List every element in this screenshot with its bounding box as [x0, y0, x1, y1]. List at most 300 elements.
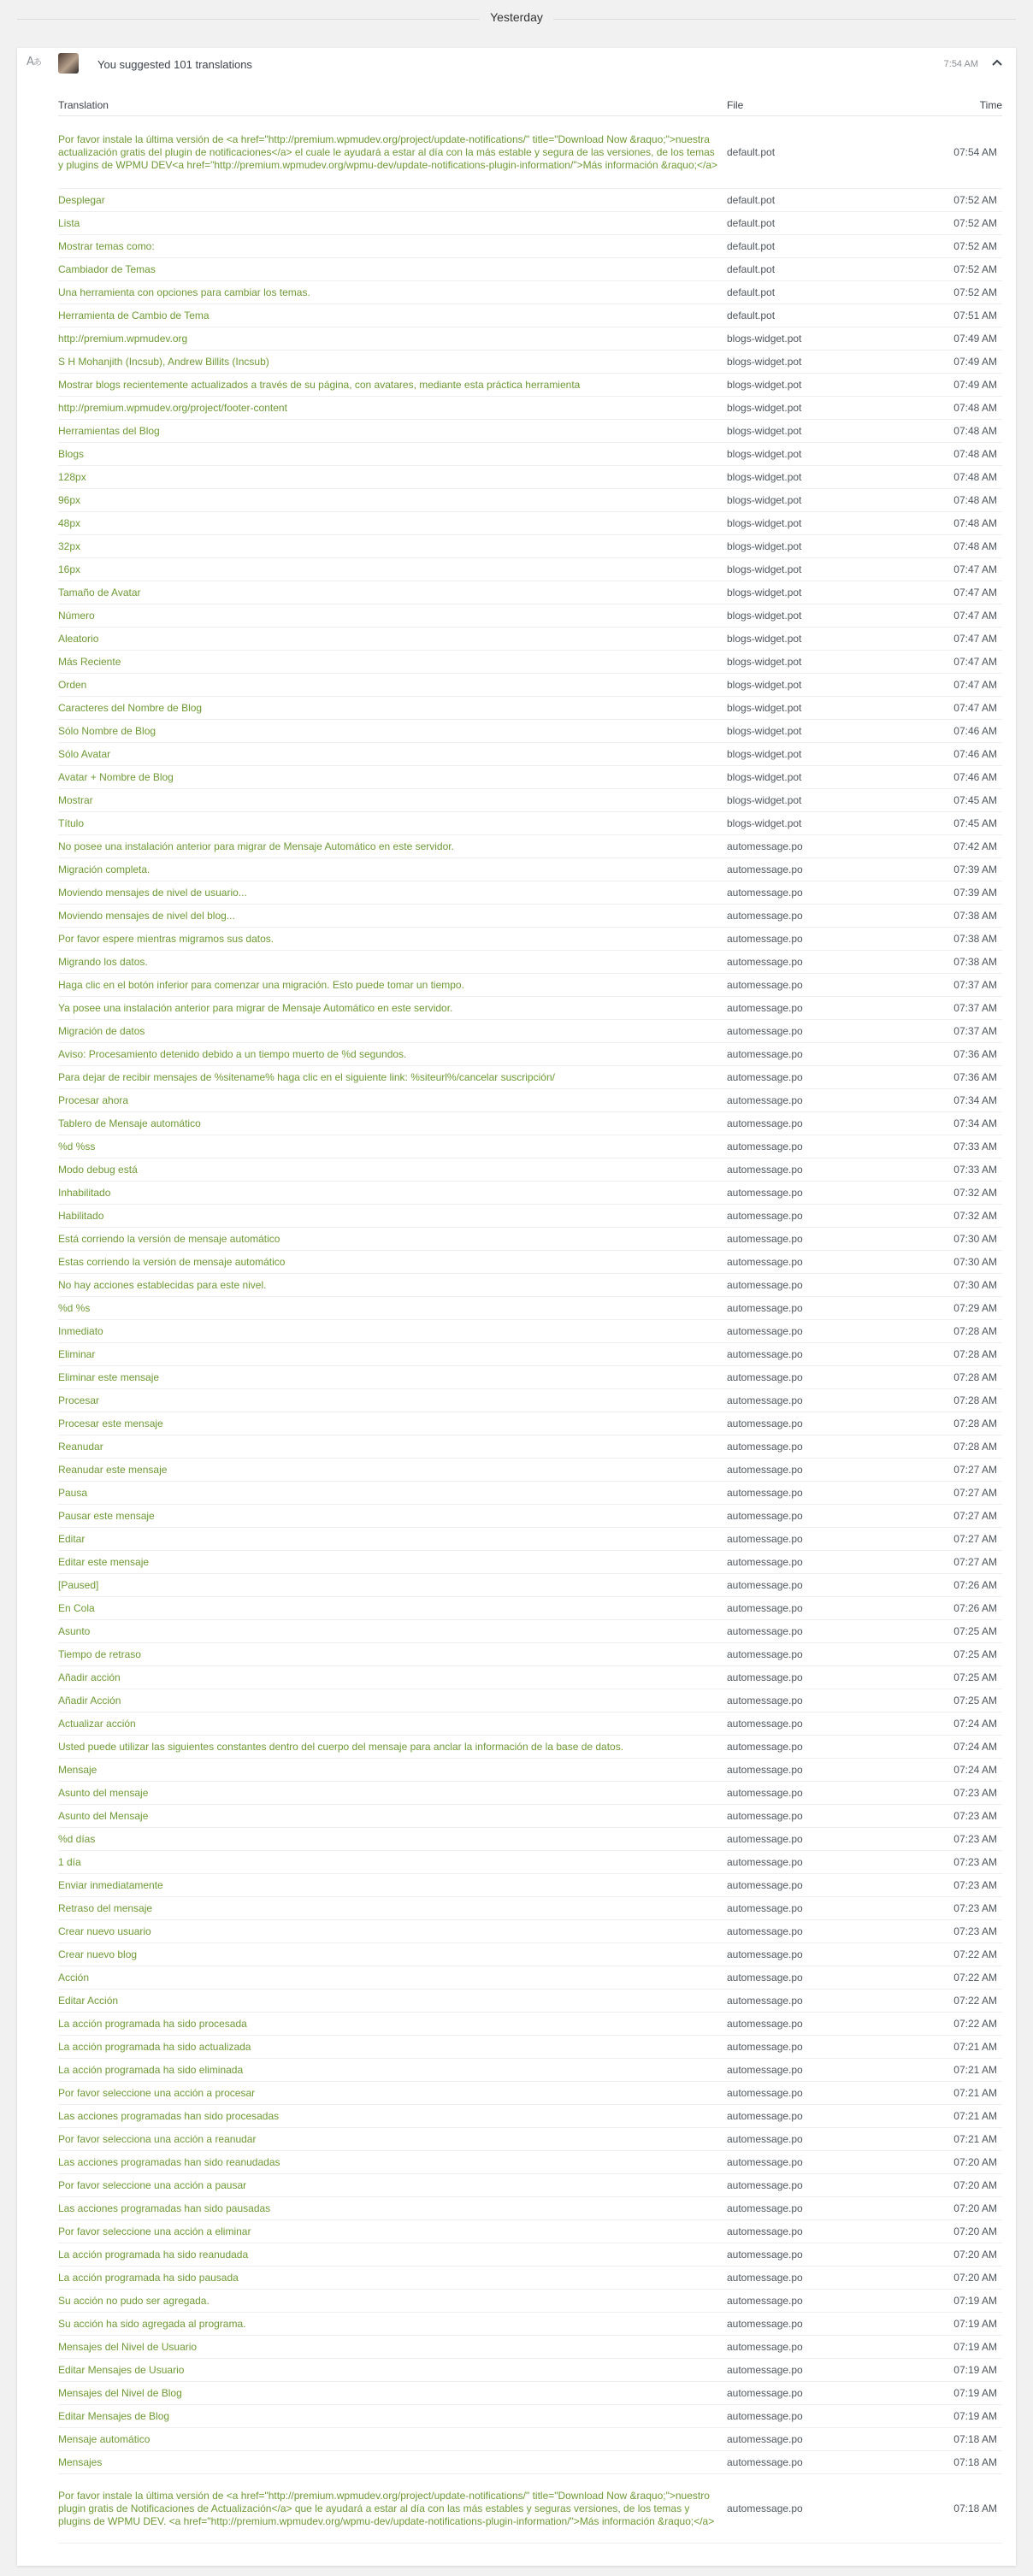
time-cell: 07:42 AM [906, 835, 1002, 858]
translation-link[interactable]: Por favor instale la última versión de <a href="http://premium.wpmudev.org/project/update-notifications/" title="Download Now &raquo;">nuestro plugin gratis de Notificaciones de Actualización</a> que le ayudará a estar al día con las más estables y seguras versiones, de los temas y plugins de WPMU DEV. <a href="http://premium.wpmudev.org/wpmu-dev/update-notifications-plugin-information/">Más información &raquo;</a> [58, 2489, 715, 2527]
file-cell: automessage.po [727, 1943, 906, 1966]
translation-link[interactable]: Mostrar [58, 793, 93, 806]
time-cell: 07:39 AM [906, 858, 1002, 881]
time-cell: 07:27 AM [906, 1459, 1002, 1482]
translation-link[interactable]: Haga clic en el botón inferior para comenzar una migración. Esto puede tomar un tiempo. [58, 978, 464, 991]
table-row [58, 1643, 1002, 1666]
translation-link[interactable]: Las acciones programadas han sido reanudadas [58, 2155, 280, 2168]
table-row [58, 2059, 1002, 2082]
table-row [58, 743, 1002, 766]
translation-link[interactable]: No hay acciones establecidas para este nivel. [58, 1278, 267, 1291]
table-row [58, 1666, 1002, 1689]
table-row [58, 697, 1002, 720]
translation-link[interactable]: Procesar [58, 1394, 100, 1406]
time-cell: 07:38 AM [906, 928, 1002, 951]
translation-link[interactable]: Mensaje [58, 1763, 97, 1776]
file-cell: automessage.po [727, 2451, 906, 2474]
translation-link[interactable]: Ya posee una instalación anterior para migrar de Mensaje Automático en este servidor. [58, 1001, 453, 1014]
translation-link[interactable]: http://premium.wpmudev.org [58, 332, 188, 345]
file-cell: automessage.po [727, 1320, 906, 1343]
file-cell: automessage.po [727, 1597, 906, 1620]
table-row [58, 2405, 1002, 2428]
time-cell: 07:28 AM [906, 1435, 1002, 1459]
translation-link[interactable]: Mensajes [58, 2455, 103, 2468]
translation-link[interactable]: Por favor seleccione una acción a procesar [58, 2086, 256, 2099]
table-row [58, 1482, 1002, 1505]
translation-link[interactable]: Inhabilitado [58, 1186, 111, 1199]
time-cell: 07:20 AM [906, 2267, 1002, 2290]
translation-link[interactable]: Moviendo mensajes de nivel de usuario... [58, 886, 247, 899]
column-header-translation: Translation [58, 95, 727, 116]
table-row [58, 674, 1002, 697]
table-row [58, 258, 1002, 281]
time-cell: 07:36 AM [906, 1043, 1002, 1066]
translation-link[interactable]: Blogs [58, 447, 85, 460]
time-cell: 07:32 AM [906, 1205, 1002, 1228]
time-cell: 07:39 AM [906, 881, 1002, 905]
table-row [58, 512, 1002, 535]
time-cell: 07:37 AM [906, 1020, 1002, 1043]
time-cell: 07:32 AM [906, 1182, 1002, 1205]
translation-link[interactable]: Añadir acción [58, 1671, 121, 1683]
activity-header[interactable] [17, 48, 1016, 77]
translation-link[interactable]: Título [58, 816, 85, 829]
file-cell: automessage.po [727, 1459, 906, 1482]
translation-link[interactable]: Asunto [58, 1624, 91, 1637]
translation-link[interactable]: Aleatorio [58, 632, 99, 645]
table-row [58, 1251, 1002, 1274]
file-cell: blogs-widget.pot [727, 651, 906, 674]
translation-link[interactable]: 16px [58, 563, 81, 575]
translations-table [58, 95, 1002, 2544]
translation-link[interactable]: %d %ss [58, 1140, 96, 1152]
time-cell: 07:19 AM [906, 2313, 1002, 2336]
table-row [58, 1712, 1002, 1736]
translation-link[interactable]: Una herramienta con opciones para cambiar los temas. [58, 286, 310, 298]
translation-link[interactable]: Las acciones programadas han sido procesadas [58, 2109, 280, 2122]
time-cell: 07:37 AM [906, 997, 1002, 1020]
file-cell: automessage.po [727, 928, 906, 951]
translation-link[interactable]: Mensaje automático [58, 2432, 151, 2445]
translate-icon: Aあ [27, 56, 41, 68]
table-row [58, 1782, 1002, 1805]
time-cell: 07:27 AM [906, 1551, 1002, 1574]
translation-link[interactable]: Crear nuevo blog [58, 1948, 138, 1960]
translation-link[interactable]: Editar Mensajes de Usuario [58, 2363, 185, 2376]
day-label: Yesterday [480, 10, 553, 24]
translation-link[interactable]: Mostrar blogs recientemente actualizados a través de su página, con avatares, mediante esta práctica herramienta [58, 378, 581, 391]
table-row [58, 1274, 1002, 1297]
translation-link[interactable]: Añadir Acción [58, 1694, 121, 1707]
time-cell: 07:18 AM [906, 2428, 1002, 2451]
time-cell: 07:19 AM [906, 2290, 1002, 2313]
time-cell: 07:23 AM [906, 1920, 1002, 1943]
translation-link[interactable]: Estas corriendo la versión de mensaje automático [58, 1255, 286, 1268]
time-cell: 07:20 AM [906, 2243, 1002, 2267]
translation-link[interactable]: 1 día [58, 1855, 81, 1868]
translation-link[interactable]: Asunto del mensaje [58, 1786, 149, 1799]
translation-link[interactable]: Migrando los datos. [58, 955, 148, 968]
file-cell: automessage.po [727, 1066, 906, 1089]
file-cell: automessage.po [727, 1251, 906, 1274]
time-cell: 07:34 AM [906, 1089, 1002, 1112]
table-row [58, 1205, 1002, 1228]
file-cell: automessage.po [727, 2290, 906, 2313]
file-cell: automessage.po [727, 951, 906, 974]
translation-link[interactable]: Por favor instale la última versión de <a href="http://premium.wpmudev.org/project/update-notifications/" title="Download Now &raquo;">nuestra actualización gratis del plugin de notificaciones</a> el cuale le ayudará a estar al día con la más estable y segura de las versiones, de los temas y plugins de WPMU DEV<a href="http://premium.wpmudev.org/wpmu-dev/update-notifications-plugin-information/">Más información &raquo;</a> [58, 133, 717, 171]
activity-time: 7:54 AM [943, 59, 978, 69]
translation-link[interactable]: Lista [58, 216, 80, 229]
translation-link[interactable]: Número [58, 609, 95, 622]
table-row [58, 466, 1002, 489]
file-cell: automessage.po [727, 1874, 906, 1897]
time-cell: 07:19 AM [906, 2336, 1002, 2359]
translation-link[interactable]: Su acción ha sido agregada al programa. [58, 2317, 246, 2330]
file-cell: automessage.po [727, 1389, 906, 1412]
time-cell: 07:36 AM [906, 1066, 1002, 1089]
translation-link[interactable]: 32px [58, 539, 81, 552]
time-cell: 07:48 AM [906, 535, 1002, 558]
file-cell: automessage.po [727, 1482, 906, 1505]
file-cell: automessage.po [727, 835, 906, 858]
file-cell: automessage.po [727, 1851, 906, 1874]
translation-link[interactable]: Habilitado [58, 1209, 104, 1222]
table-row [58, 1620, 1002, 1643]
time-cell: 07:49 AM [906, 374, 1002, 397]
file-cell: automessage.po [727, 1297, 906, 1320]
file-cell: default.pot [727, 212, 906, 235]
file-cell: automessage.po [727, 2359, 906, 2382]
table-row [58, 2243, 1002, 2267]
translation-link[interactable]: La acción programada ha sido reanudada [58, 2248, 249, 2261]
file-cell: blogs-widget.pot [727, 581, 906, 604]
translation-link[interactable]: Reanudar este mensaje [58, 1463, 168, 1476]
file-cell: blogs-widget.pot [727, 489, 906, 512]
time-cell: 07:20 AM [906, 2174, 1002, 2197]
time-cell: 07:21 AM [906, 2128, 1002, 2151]
file-cell: blogs-widget.pot [727, 628, 906, 651]
file-cell: automessage.po [727, 2059, 906, 2082]
file-cell: automessage.po [727, 1528, 906, 1551]
time-cell: 07:28 AM [906, 1343, 1002, 1366]
translation-link[interactable]: No posee una instalación anterior para migrar de Mensaje Automático en este servidor. [58, 840, 454, 852]
time-cell: 07:26 AM [906, 1574, 1002, 1597]
translation-link[interactable]: Editar Mensajes de Blog [58, 2409, 170, 2422]
file-cell: blogs-widget.pot [727, 558, 906, 581]
table-row [58, 1112, 1002, 1135]
table-row [58, 1459, 1002, 1482]
time-cell: 07:20 AM [906, 2197, 1002, 2220]
translation-link[interactable]: Cambiador de Temas [58, 262, 156, 275]
translation-link[interactable]: Migración completa. [58, 863, 151, 875]
table-row [58, 581, 1002, 604]
time-cell: 07:52 AM [906, 212, 1002, 235]
table-row [58, 2267, 1002, 2290]
translation-link[interactable]: Mensajes del Nivel de Blog [58, 2386, 182, 2399]
translation-link[interactable]: http://premium.wpmudev.org/project/footer-content [58, 401, 287, 414]
file-cell: automessage.po [727, 881, 906, 905]
table-row [58, 443, 1002, 466]
column-header-time: Time [906, 95, 1002, 116]
time-cell: 07:25 AM [906, 1689, 1002, 1712]
translation-link[interactable]: Por favor seleccione una acción a pausar [58, 2178, 247, 2191]
file-cell: blogs-widget.pot [727, 512, 906, 535]
file-cell: automessage.po [727, 1620, 906, 1643]
translation-link[interactable]: Inmediato [58, 1324, 103, 1337]
table-row [58, 2382, 1002, 2405]
translation-link[interactable]: Tablero de Mensaje automático [58, 1117, 201, 1129]
file-cell: blogs-widget.pot [727, 351, 906, 374]
translation-link[interactable]: Procesar ahora [58, 1093, 129, 1106]
table-row [58, 881, 1002, 905]
time-cell: 07:38 AM [906, 905, 1002, 928]
table-row [58, 1851, 1002, 1874]
time-cell: 07:47 AM [906, 558, 1002, 581]
table-row [58, 1966, 1002, 1989]
file-cell: automessage.po [727, 1228, 906, 1251]
file-cell: default.pot [727, 189, 906, 212]
table-row [58, 766, 1002, 789]
time-cell: 07:22 AM [906, 1966, 1002, 1989]
table-row [58, 1066, 1002, 1089]
translation-link[interactable]: Reanudar [58, 1440, 103, 1453]
file-cell: automessage.po [727, 905, 906, 928]
translation-link[interactable]: Eliminar [58, 1347, 96, 1360]
time-cell: 07:18 AM [906, 2451, 1002, 2474]
file-cell: blogs-widget.pot [727, 812, 906, 835]
file-cell: blogs-widget.pot [727, 604, 906, 628]
time-cell: 07:49 AM [906, 327, 1002, 351]
table-row [58, 905, 1002, 928]
file-cell: automessage.po [727, 2405, 906, 2428]
file-cell: automessage.po [727, 2474, 906, 2544]
translation-link[interactable]: Sólo Avatar [58, 747, 111, 760]
translation-link[interactable]: 96px [58, 493, 81, 506]
time-cell: 07:28 AM [906, 1366, 1002, 1389]
time-cell: 07:47 AM [906, 697, 1002, 720]
file-cell: blogs-widget.pot [727, 674, 906, 697]
translation-link[interactable]: Editar este mensaje [58, 1555, 150, 1568]
table-row [58, 1528, 1002, 1551]
chevron-up-icon[interactable] [989, 55, 1006, 72]
table-row [58, 374, 1002, 397]
file-cell: automessage.po [727, 1158, 906, 1182]
time-cell: 07:49 AM [906, 351, 1002, 374]
file-cell: automessage.po [727, 2105, 906, 2128]
time-cell: 07:19 AM [906, 2405, 1002, 2428]
file-cell: automessage.po [727, 2243, 906, 2267]
translation-link[interactable]: Mensajes del Nivel de Usuario [58, 2340, 198, 2353]
translation-link[interactable]: Tiempo de retraso [58, 1648, 141, 1660]
translation-link[interactable]: La acción programada ha sido actualizada [58, 2040, 251, 2053]
translation-link[interactable]: La acción programada ha sido procesada [58, 2017, 247, 2030]
time-cell: 07:24 AM [906, 1759, 1002, 1782]
translation-link[interactable]: Sólo Nombre de Blog [58, 724, 156, 737]
translation-link[interactable]: [Paused] [58, 1578, 99, 1591]
time-cell: 07:21 AM [906, 2036, 1002, 2059]
file-cell: automessage.po [727, 1089, 906, 1112]
translation-link[interactable]: Pausar este mensaje [58, 1509, 155, 1522]
translation-link[interactable]: %d días [58, 1832, 96, 1845]
table-row [58, 2428, 1002, 2451]
translation-link[interactable]: Por favor selecciona una acción a reanudar [58, 2132, 257, 2145]
time-cell: 07:19 AM [906, 2382, 1002, 2405]
time-cell: 07:48 AM [906, 512, 1002, 535]
time-cell: 07:34 AM [906, 1112, 1002, 1135]
time-cell: 07:24 AM [906, 1736, 1002, 1759]
table-row [58, 2151, 1002, 2174]
translation-link[interactable]: Por favor espere mientras migramos sus datos. [58, 932, 274, 945]
translation-link[interactable]: Herramientas del Blog [58, 424, 160, 437]
table-row [58, 720, 1002, 743]
file-cell: automessage.po [727, 2082, 906, 2105]
file-cell: automessage.po [727, 2036, 906, 2059]
table-row [58, 2336, 1002, 2359]
file-cell: automessage.po [727, 1920, 906, 1943]
file-cell: blogs-widget.pot [727, 443, 906, 466]
time-cell: 07:23 AM [906, 1782, 1002, 1805]
table-row [58, 558, 1002, 581]
translation-link[interactable]: Su acción no pudo ser agregada. [58, 2294, 210, 2307]
table-row [58, 2313, 1002, 2336]
table-row [58, 835, 1002, 858]
time-cell: 07:22 AM [906, 2013, 1002, 2036]
file-cell: blogs-widget.pot [727, 420, 906, 443]
translation-link[interactable]: En Cola [58, 1601, 95, 1614]
table-row [58, 2036, 1002, 2059]
table-row [58, 1897, 1002, 1920]
translation-link[interactable]: Procesar este mensaje [58, 1417, 163, 1429]
table-row [58, 1505, 1002, 1528]
time-cell: 07:52 AM [906, 235, 1002, 258]
file-cell: automessage.po [727, 1989, 906, 2013]
translation-link[interactable]: Por favor seleccione una acción a eliminar [58, 2225, 251, 2237]
translation-link[interactable]: Crear nuevo usuario [58, 1925, 151, 1937]
translation-link[interactable]: Orden [58, 678, 87, 691]
time-cell: 07:30 AM [906, 1274, 1002, 1297]
translation-link[interactable]: Editar Acción [58, 1994, 119, 2007]
file-cell: blogs-widget.pot [727, 535, 906, 558]
translation-link[interactable]: Aviso: Procesamiento detenido debido a un tiempo muerto de %d segundos. [58, 1047, 407, 1060]
table-row [58, 974, 1002, 997]
file-cell: automessage.po [727, 1689, 906, 1712]
translation-link[interactable]: Herramienta de Cambio de Tema [58, 309, 210, 321]
translation-link[interactable]: Para dejar de recibir mensajes de %sitename% haga clic en el siguiente link: %siteurl%/cancelar suscripción/ [58, 1070, 555, 1083]
file-cell: automessage.po [727, 2313, 906, 2336]
translation-link[interactable]: Eliminar este mensaje [58, 1371, 160, 1383]
time-cell: 07:28 AM [906, 1389, 1002, 1412]
table-row [58, 789, 1002, 812]
translation-link[interactable]: Caracteres del Nombre de Blog [58, 701, 203, 714]
file-cell: automessage.po [727, 1805, 906, 1828]
translation-link[interactable]: La acción programada ha sido eliminada [58, 2063, 244, 2076]
translation-link[interactable]: Modo debug está [58, 1163, 138, 1176]
translation-link[interactable]: Enviar inmediatamente [58, 1878, 163, 1891]
translation-link[interactable]: Acción [58, 1971, 90, 1984]
table-row [58, 928, 1002, 951]
translation-link[interactable]: Más Reciente [58, 655, 121, 668]
translation-link[interactable]: Avatar + Nombre de Blog [58, 770, 174, 783]
file-cell: automessage.po [727, 858, 906, 881]
translation-link[interactable]: Las acciones programadas han sido pausadas [58, 2202, 271, 2214]
avatar [58, 53, 79, 74]
table-row [58, 1389, 1002, 1412]
table-row [58, 812, 1002, 835]
table-row [58, 1412, 1002, 1435]
translation-link[interactable]: Está corriendo la versión de mensaje automático [58, 1232, 280, 1245]
table-row [58, 1020, 1002, 1043]
file-cell: automessage.po [727, 1759, 906, 1782]
translation-link[interactable]: 128px [58, 470, 86, 483]
file-cell: blogs-widget.pot [727, 397, 906, 420]
file-cell: automessage.po [727, 2174, 906, 2197]
file-cell: automessage.po [727, 1897, 906, 1920]
table-header-row [58, 95, 1002, 116]
translation-link[interactable]: 48px [58, 516, 81, 529]
table-row [58, 1874, 1002, 1897]
time-cell: 07:24 AM [906, 1712, 1002, 1736]
file-cell: automessage.po [727, 1435, 906, 1459]
time-cell: 07:47 AM [906, 604, 1002, 628]
table-row [58, 2105, 1002, 2128]
time-cell: 07:45 AM [906, 789, 1002, 812]
table-row [58, 116, 1002, 189]
table-row [58, 628, 1002, 651]
time-cell: 07:23 AM [906, 1805, 1002, 1828]
file-cell: blogs-widget.pot [727, 466, 906, 489]
table-row [58, 1689, 1002, 1712]
table-row [58, 397, 1002, 420]
time-cell: 07:54 AM [906, 116, 1002, 189]
translation-link[interactable]: Mostrar temas como: [58, 239, 155, 252]
file-cell: default.pot [727, 304, 906, 327]
file-cell: blogs-widget.pot [727, 789, 906, 812]
file-cell: automessage.po [727, 1366, 906, 1389]
table-row [58, 535, 1002, 558]
time-cell: 07:21 AM [906, 2059, 1002, 2082]
file-cell: blogs-widget.pot [727, 743, 906, 766]
table-row [58, 1435, 1002, 1459]
translation-link[interactable]: Retraso del mensaje [58, 1901, 153, 1914]
translation-link[interactable]: Migración de datos [58, 1024, 145, 1037]
time-cell: 07:30 AM [906, 1251, 1002, 1274]
file-cell: automessage.po [727, 1574, 906, 1597]
translation-link[interactable]: Tamaño de Avatar [58, 586, 141, 598]
translation-link[interactable]: S H Mohanjith (Incsub), Andrew Billits (Incsub) [58, 355, 269, 368]
translation-link[interactable]: Pausa [58, 1486, 88, 1499]
time-cell: 07:33 AM [906, 1158, 1002, 1182]
time-cell: 07:18 AM [906, 2474, 1002, 2544]
file-cell: blogs-widget.pot [727, 697, 906, 720]
translation-link[interactable]: Actualizar acción [58, 1717, 136, 1730]
file-cell: default.pot [727, 116, 906, 189]
time-cell: 07:48 AM [906, 397, 1002, 420]
translation-link[interactable]: %d %s [58, 1301, 91, 1314]
table-row [58, 2174, 1002, 2197]
translation-link[interactable]: Asunto del Mensaje [58, 1809, 149, 1822]
table-row [58, 1805, 1002, 1828]
file-cell: automessage.po [727, 2382, 906, 2405]
translation-link[interactable]: Desplegar [58, 193, 105, 206]
translation-link[interactable]: Usted puede utilizar las siguientes constantes dentro del cuerpo del mensaje para anclar la información de la base de datos. [58, 1740, 624, 1753]
translation-link[interactable]: Moviendo mensajes de nivel del blog... [58, 909, 235, 922]
translation-link[interactable]: Editar [58, 1532, 86, 1545]
file-cell: automessage.po [727, 1412, 906, 1435]
translation-link[interactable]: La acción programada ha sido pausada [58, 2271, 239, 2284]
time-cell: 07:46 AM [906, 766, 1002, 789]
time-cell: 07:20 AM [906, 2220, 1002, 2243]
table-row [58, 2290, 1002, 2313]
